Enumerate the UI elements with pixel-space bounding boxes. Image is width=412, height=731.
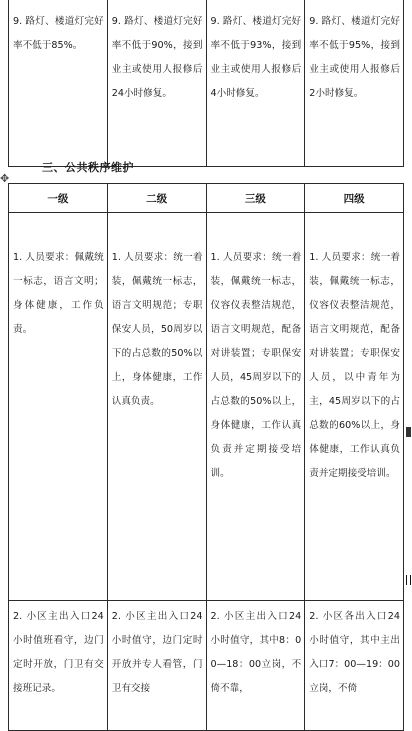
table-row bbox=[9, 601, 404, 731]
table-row bbox=[9, 213, 404, 601]
cell-text: 2. 小区主出入口24小时值班看守，边门定时开放，门卫有交接班记录。 bbox=[13, 611, 104, 694]
table-cell bbox=[206, 213, 305, 601]
table-cell bbox=[305, 0, 404, 167]
table-cell bbox=[9, 0, 108, 167]
public-order-table bbox=[8, 183, 404, 731]
table-cell bbox=[9, 213, 108, 601]
cell-text: 1. 人员要求：统一着装，佩戴统一标志，仪容仪表整洁规范，语言文明规范，配备对讲装置；专职保安人员，以中青年为主，45周岁以下的占总数的60%以上，身体健康，工作认真负责并定期接受培训。 bbox=[309, 252, 400, 479]
table-cell bbox=[206, 0, 305, 167]
table-cell bbox=[107, 0, 206, 167]
cell-text: 9. 路灯、楼道灯完好率不低于90%，接到业主或使用人报修后24小时修复。 bbox=[111, 16, 203, 99]
cell-text: 1. 人员要求：佩戴统一标志，语言文明；身体健康，工作负责。 bbox=[13, 252, 104, 335]
table-cell bbox=[107, 601, 206, 731]
text-cursor-marker bbox=[406, 575, 411, 585]
table-cell bbox=[305, 601, 404, 731]
column-header: 一级 bbox=[9, 184, 108, 213]
cell-text: 1. 人员要求：统一着装，佩戴统一标志，仪容仪表整洁规范，语言文明规范，配备对讲装置；专职保安人员，45周岁以下的占总数的50%以上，身体健康，工作认真负责并定期接受培训。 bbox=[210, 252, 302, 479]
cell-text: 2. 小区主出入口24小时值守，边门定时开放并专人看管，门卫有交接 bbox=[111, 611, 203, 694]
table-cell bbox=[107, 213, 206, 601]
column-header: 三级 bbox=[206, 184, 305, 213]
table-cell bbox=[9, 601, 108, 731]
table-row bbox=[9, 0, 404, 167]
table-header-row bbox=[9, 184, 404, 213]
cell-text: 9. 路灯、楼道灯完好率不低于93%，接到业主或使用人报修后4小时修复。 bbox=[210, 16, 302, 99]
cell-text: 9. 路灯、楼道灯完好率不低于95%，接到业主或使用人报修后2小时修复。 bbox=[309, 16, 400, 99]
service-standard-table-top bbox=[8, 0, 404, 167]
section-heading: 三、公共秩序维护 bbox=[42, 161, 134, 174]
cell-text: 2. 小区主出入口24小时值守，其中8：00—18：00立岗，不倚不靠， bbox=[210, 611, 302, 694]
column-header: 四级 bbox=[305, 184, 404, 213]
move-handle-icon[interactable]: ✥ bbox=[0, 172, 10, 185]
cell-text: 2. 小区各出入口24小时值守，其中主出入口7：00—19：00立岗，不倚 bbox=[309, 611, 400, 694]
text-cursor-marker bbox=[406, 427, 411, 437]
cell-text: 9. 路灯、楼道灯完好率不低于85%。 bbox=[13, 16, 104, 51]
table-cell bbox=[206, 601, 305, 731]
cell-text: 1. 人员要求：统一着装，佩戴统一标志，语言文明规范；专职保安人员，50周岁以下的占总数的50%以上，身体健康，工作认真负责。 bbox=[111, 252, 203, 407]
table-cell bbox=[305, 213, 404, 601]
column-header: 二级 bbox=[107, 184, 206, 213]
